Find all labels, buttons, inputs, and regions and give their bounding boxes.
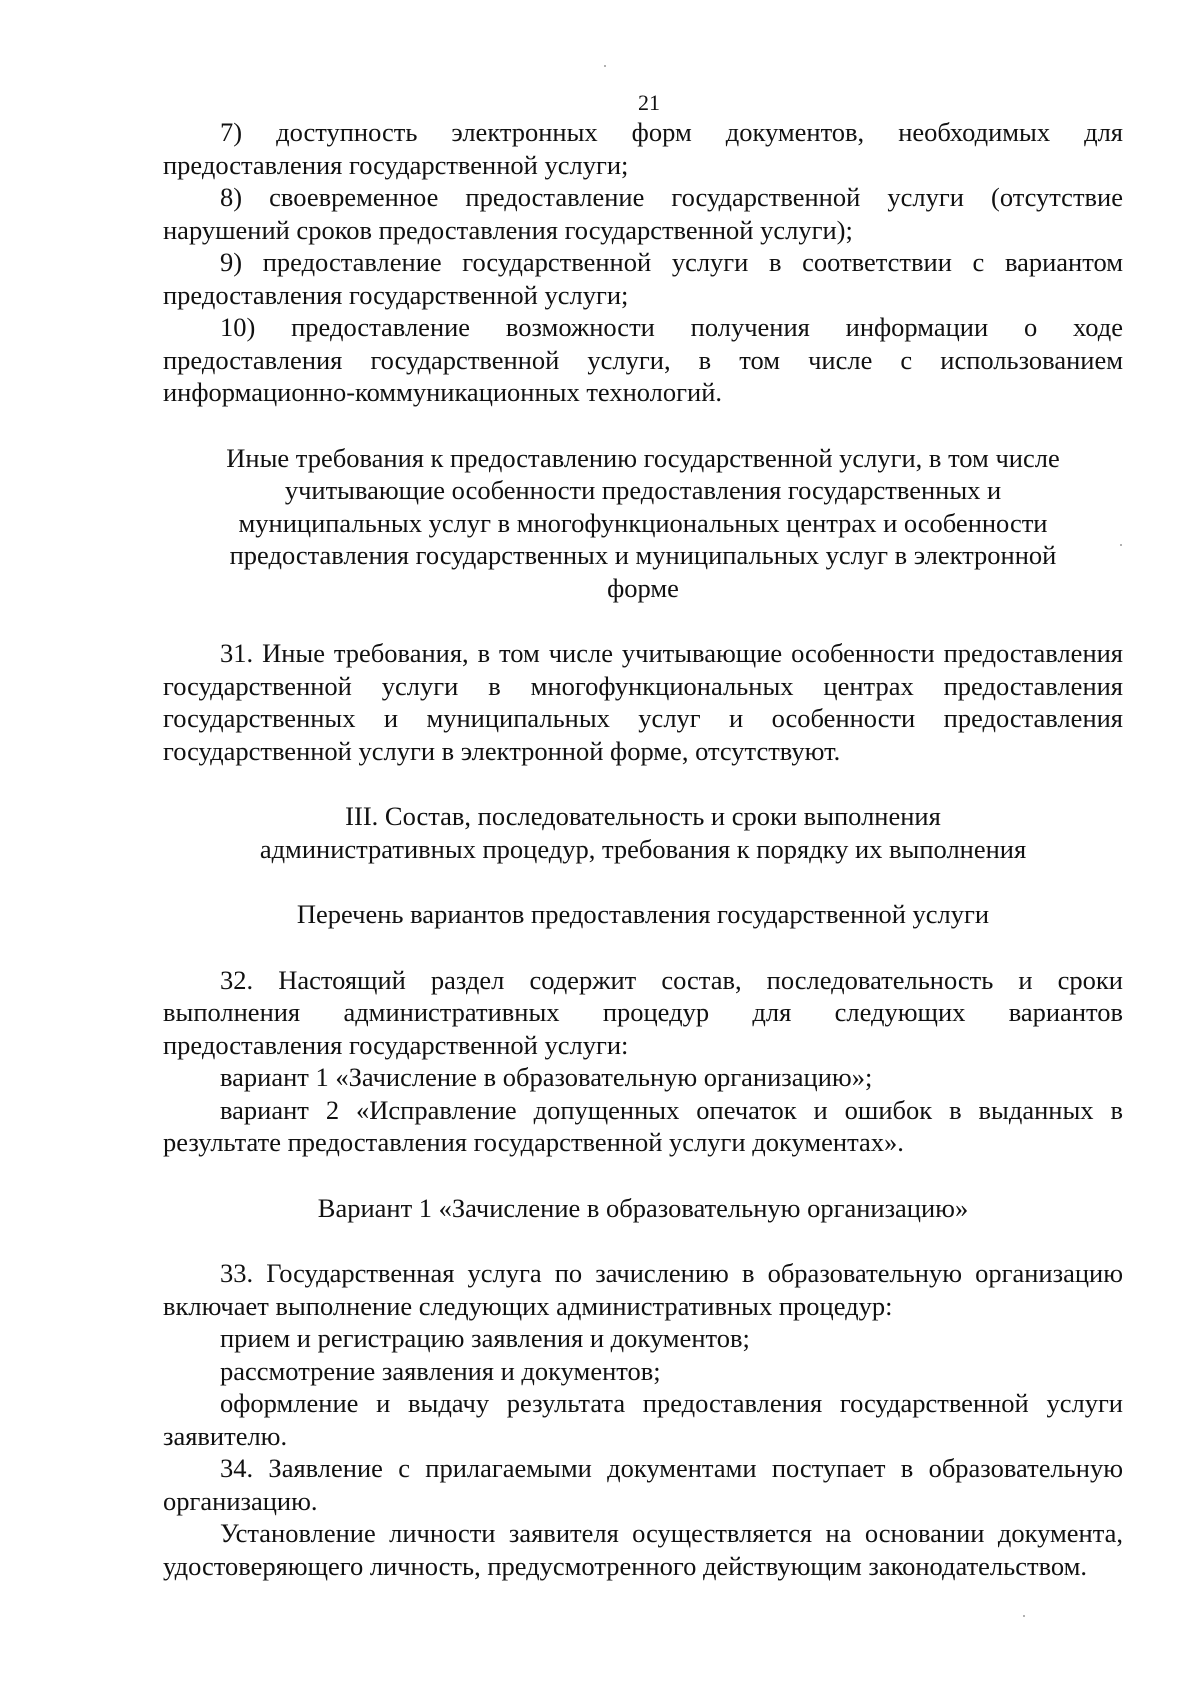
heading-variant-1: Вариант 1 «Зачисление в образовательную организацию» <box>317 1192 969 1223</box>
variant-item-2: вариант 2 «Исправление допущенных опечаток и ошибок в выданных в результате предоставления государственной услуги документах». <box>163 1094 1123 1157</box>
section-iii-heading-line2: административных процедур, требования к порядку их выполнения <box>259 833 1027 864</box>
scan-speck <box>604 65 606 67</box>
section-iii-heading <box>163 800 1123 865</box>
scan-speck <box>1023 1615 1025 1617</box>
paragraph-identity: Установление личности заявителя осуществляется на основании документа, удостоверяющего личность, предусмотренного действующим законодательством. <box>163 1518 1123 1581</box>
document-body <box>163 90 1123 1582</box>
paragraph-32: 32. Настоящий раздел содержит состав, последовательность и сроки выполнения административных процедур для следующих вариантов предоставления государственной услуги: <box>163 964 1123 1060</box>
list-item-8: 8) своевременное предоставление государственной услуги (отсутствие нарушений сроков предоставления государственной услуги); <box>163 182 1123 245</box>
variant-item-1: вариант 1 «Зачисление в образовательную организацию»; <box>220 1062 873 1092</box>
paragraph-33: 33. Государственная услуга по зачислению в образовательную организацию включает выполнение следующих административных процедур: <box>163 1258 1123 1321</box>
list-item-7: 7) доступность электронных форм документов, необходимых для предоставления государственной услуги; <box>163 117 1123 180</box>
heading-other-requirements: Иные требования к предоставлению государственной услуги, в том числе учитывающие особенности предоставления государственных и муниципальных услуг в многофункциональных центрах и особенности предоставления государственных и муниципальных услуг в электронной форме <box>226 442 1060 603</box>
paragraph-34: 34. Заявление с прилагаемыми документами поступает в образовательную организацию. <box>163 1453 1123 1516</box>
procedure-item-3: оформление и выдачу результата предоставления государственной услуги заявителю. <box>163 1388 1123 1451</box>
procedure-item-2: рассмотрение заявления и документов; <box>220 1355 661 1386</box>
procedure-item-1: прием и регистрацию заявления и документов; <box>220 1323 750 1353</box>
page-number: 21 <box>638 90 660 115</box>
heading-variants-list: Перечень вариантов предоставления государственной услуги <box>296 899 990 929</box>
paragraph-31: 31. Иные требования, в том числе учитывающие особенности предоставления государственной услуги в многофункциональных центрах предоставления государственных и муниципальных услуг и особенности предоставления государственной услуги в электронной форме, отсутствуют. <box>163 638 1123 766</box>
list-item-10: 10) предоставление возможности получения информации о ходе предоставления государственной услуги, в том числе с использованием информационно-коммуникационных технологий. <box>163 312 1123 407</box>
list-item-9: 9) предоставление государственной услуги в соответствии с вариантом предоставления государственной услуги; <box>163 247 1123 310</box>
section-iii-heading-line1: III. Состав, последовательность и сроки выполнения <box>345 801 941 831</box>
